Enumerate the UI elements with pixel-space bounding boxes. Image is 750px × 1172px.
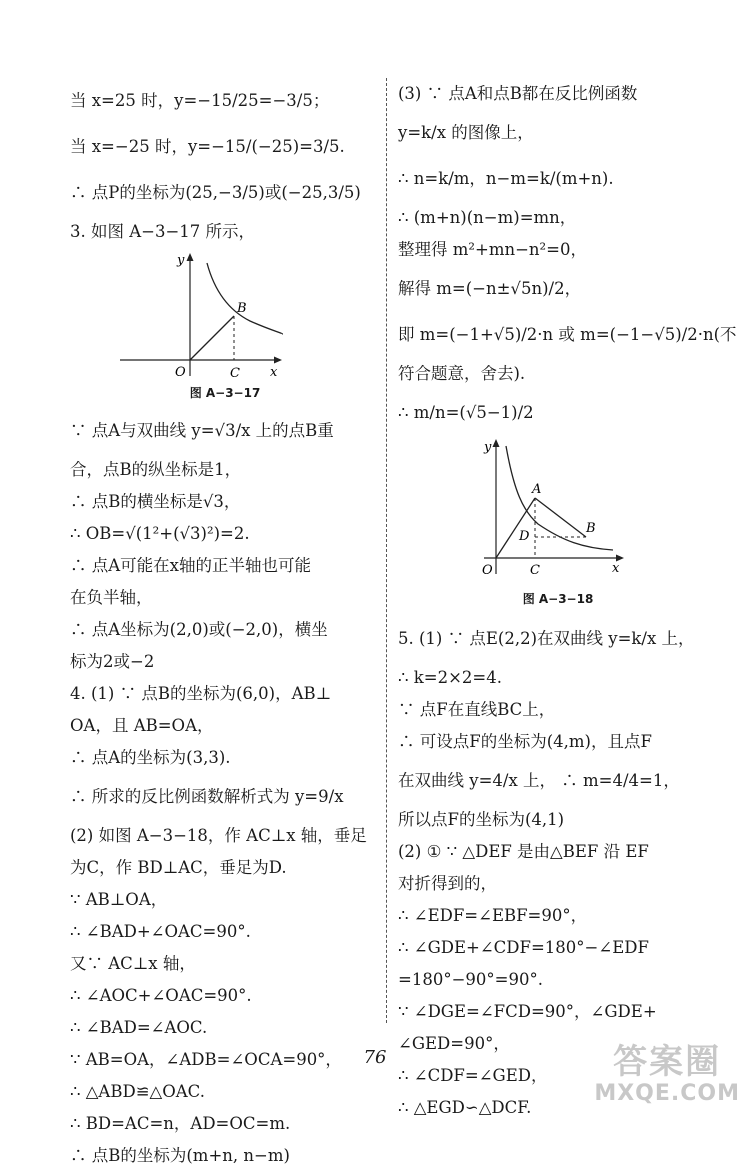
left-text-line: 当 x=−25 时，y=−15/(−25)=3/5. bbox=[70, 137, 345, 156]
fig17-label-c: C bbox=[230, 366, 240, 380]
right-text-line: ∴ (m+n)(n−m)=mn， bbox=[398, 208, 577, 227]
watermark-logo-text: 答案圈 bbox=[613, 1042, 722, 1082]
right-column bbox=[398, 78, 737, 1124]
fig17-label-x: x bbox=[270, 365, 278, 380]
left-text-line: ∴ ∠AOC+∠OAC=90°. bbox=[70, 986, 252, 1005]
right-text-line: ∴ n=k/m，n−m=k/(m+n). bbox=[398, 169, 614, 188]
left-text-line: ∵ AB⊥OA， bbox=[70, 890, 168, 909]
fig18-label-y: y bbox=[484, 440, 492, 455]
right-text-line: 整理得 m²+mn−n²=0， bbox=[398, 240, 587, 259]
right-text-line: =180°−90°=90°. bbox=[398, 970, 543, 989]
right-text-line: 符合题意，舍去). bbox=[398, 364, 526, 383]
left-text-line: ∴ 点P的坐标为(25,−3/5)或(−25,3/5) bbox=[70, 183, 361, 202]
figure-a-3-17 bbox=[70, 248, 380, 408]
fig18-label-a: A bbox=[532, 482, 542, 497]
right-text-line: 5. (1) ∵ 点E(2,2)在双曲线 y=k/x 上， bbox=[398, 629, 695, 648]
left-text-line: OA，且 AB=OA， bbox=[70, 716, 214, 735]
left-text-line: 在负半轴， bbox=[70, 588, 153, 607]
right-text-line: 解得 m=(−n±√5n)/2， bbox=[398, 279, 582, 298]
right-text-line: ∴ ∠CDF=∠GED， bbox=[398, 1066, 548, 1085]
left-text-line: 当 x=25 时，y=−15/25=−3/5； bbox=[70, 91, 330, 110]
right-text-line: 在双曲线 y=4/x 上， ∴ m=4/4=1， bbox=[398, 771, 680, 790]
left-text-line: (2) 如图 A−3−18，作 AC⊥x 轴，垂足 bbox=[70, 826, 367, 845]
right-text-line: ∴ ∠EDF=∠EBF=90°， bbox=[398, 906, 588, 925]
left-text-line: 3. 如图 A−3−17 所示， bbox=[70, 222, 256, 241]
watermark bbox=[594, 1043, 740, 1106]
left-text-line: ∴ 点A坐标为(2,0)或(−2,0)，横坐 bbox=[70, 620, 328, 639]
left-text-line: ∵ 点A与双曲线 y=√3/x 上的点B重 bbox=[70, 421, 334, 440]
left-text-line: 标为2或−2 bbox=[70, 652, 155, 671]
fig18-label-o: O bbox=[482, 563, 493, 578]
left-text-line: ∴ BD=AC=n，AD=OC=m. bbox=[70, 1114, 291, 1133]
fig18-label-b: B bbox=[586, 521, 596, 536]
left-text-line: ∴ 点A可能在x轴的正半轴也可能 bbox=[70, 556, 311, 575]
figure-a-3-18-graph bbox=[398, 436, 718, 586]
right-text-line: ∵ ∠DGE=∠FCD=90°，∠GDE+ bbox=[398, 1002, 657, 1021]
right-text-line: ∴ 可设点F的坐标为(4,m)，且点F bbox=[398, 732, 652, 751]
left-text-line: 合，点B的纵坐标是1， bbox=[70, 460, 242, 479]
left-text-line: 又∵ AC⊥x 轴， bbox=[70, 954, 196, 973]
right-text-line: ∴ k=2×2=4. bbox=[398, 668, 502, 687]
watermark-url: MXQE.COM bbox=[594, 1081, 740, 1106]
right-text-line: ∵ 点F在直线BC上， bbox=[398, 700, 556, 719]
left-text-line: ∴ △ABD≌△OAC. bbox=[70, 1082, 205, 1101]
right-text-line: 对折得到的， bbox=[398, 874, 497, 893]
fig18-label-x: x bbox=[612, 561, 620, 576]
left-text-line: ∵ AB=OA，∠ADB=∠OCA=90°， bbox=[70, 1050, 342, 1069]
figure-a-3-17-graph bbox=[70, 248, 380, 380]
right-text-line: 即 m=(−1+√5)/2·n 或 m=(−1−√5)/2·n(不 bbox=[398, 325, 737, 344]
left-text-line: ∴ OB=√(1²+(√3)²)=2. bbox=[70, 524, 250, 543]
column-divider bbox=[386, 78, 387, 1023]
left-text-line: ∴ ∠BAD+∠OAC=90°. bbox=[70, 922, 251, 941]
fig17-label-o: O bbox=[175, 365, 186, 380]
fig18-label-c: C bbox=[530, 563, 540, 578]
left-text-line: ∴ ∠BAD=∠AOC. bbox=[70, 1018, 208, 1037]
left-text-line: 4. (1) ∵ 点B的坐标为(6,0)，AB⊥ bbox=[70, 684, 332, 703]
fig17-label-b: B bbox=[237, 301, 247, 316]
left-text-line: ∴ 点A的坐标为(3,3). bbox=[70, 748, 231, 767]
fig18-label-d: D bbox=[519, 529, 530, 544]
right-text-line: (3) ∵ 点A和点B都在反比例函数 bbox=[398, 84, 638, 103]
figure-a-3-18 bbox=[398, 436, 718, 616]
right-text-line: ∴ ∠GDE+∠CDF=180°−∠EDF bbox=[398, 938, 649, 957]
left-text-line: ∴ 点B的横坐标是√3， bbox=[70, 492, 241, 511]
right-text-line: (2) ① ∵ △DEF 是由△BEF 沿 EF bbox=[398, 842, 649, 861]
figure-a-3-18-caption: 图 A−3−18 bbox=[522, 592, 594, 606]
page-number: 76 bbox=[363, 1047, 387, 1068]
right-text-line: y=k/x 的图像上， bbox=[398, 123, 534, 142]
left-text-line: 为C，作 BD⊥AC，垂足为D. bbox=[70, 858, 287, 877]
figure-a-3-17-caption: 图 A−3−17 bbox=[189, 386, 261, 400]
right-text-line: ∠GED=90°， bbox=[398, 1034, 510, 1053]
fig17-label-y: y bbox=[177, 253, 185, 268]
right-text-line: ∴ m/n=(√5−1)/2 bbox=[398, 403, 534, 422]
left-text-line: ∴ 所求的反比例函数解析式为 y=9/x bbox=[70, 787, 344, 806]
right-text-line: ∴ △EGD∽△DCF. bbox=[398, 1098, 532, 1117]
right-text-line: 所以点F的坐标为(4,1) bbox=[398, 810, 565, 829]
left-column bbox=[70, 78, 380, 1172]
left-text-line: ∴ 点B的坐标为(m+n, n−m) bbox=[70, 1146, 290, 1165]
